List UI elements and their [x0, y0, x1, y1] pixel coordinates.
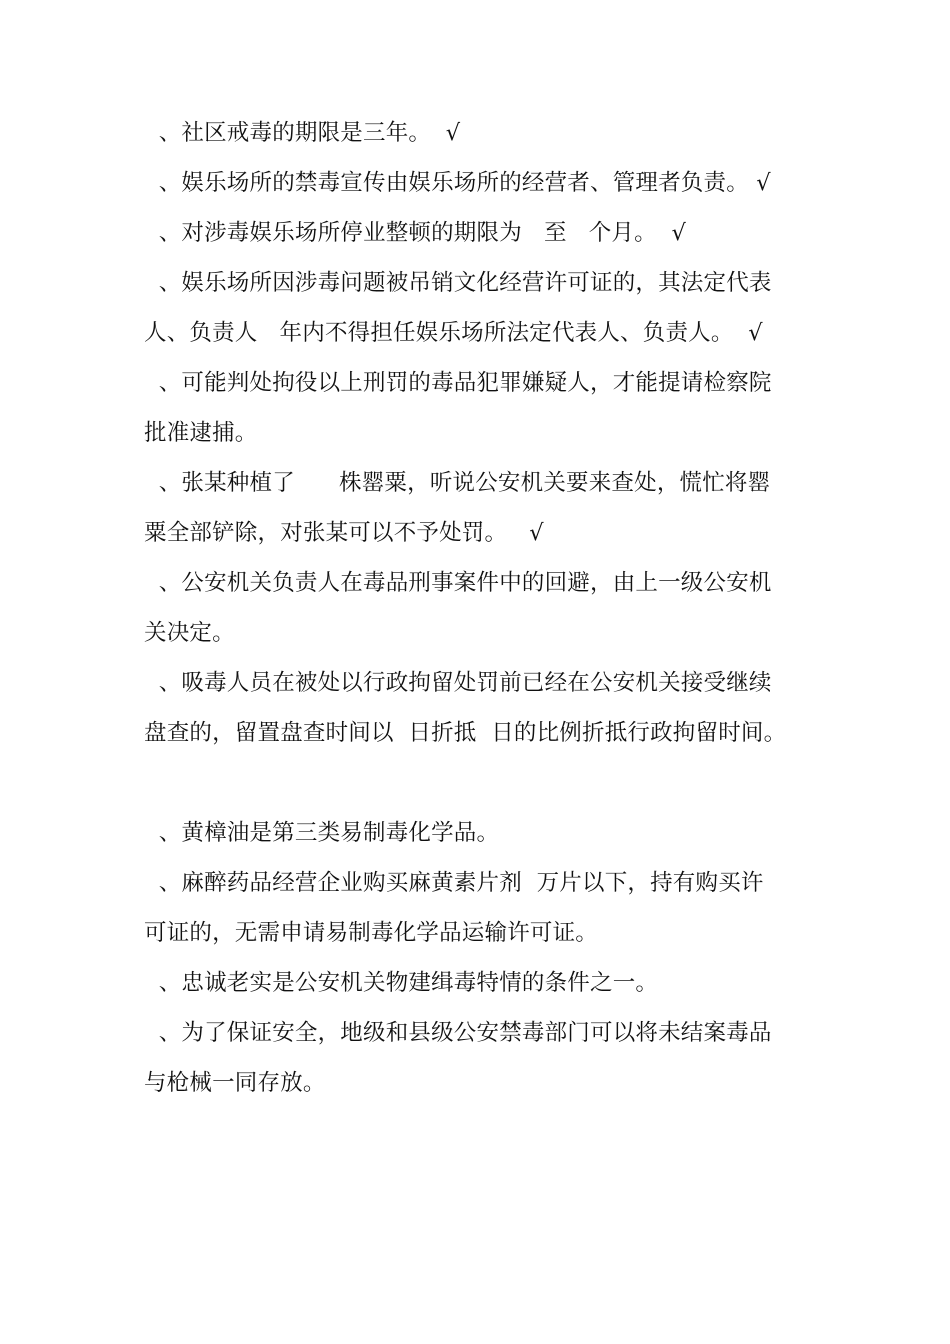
text-line: 、吸毒人员在被处以行政拘留处罚前已经在公安机关接受继续 — [144, 670, 772, 696]
text-line: 盘查的，留置盘查时间以 日折抵 日的比例折抵行政拘留时间。 — [144, 720, 787, 746]
text-line: 、公安机关负责人在毒品刑事案件中的回避，由上一级公安机 — [144, 570, 772, 596]
text-line: 、黄樟油是第三类易制毒化学品。 — [144, 820, 500, 846]
text-line: 与枪械一同存放。 — [144, 1070, 326, 1096]
text-line: 批准逮捕。 — [144, 420, 258, 446]
text-line: 、张某种植了 株罂粟，听说公安机关要来查处，慌忙将罂 — [144, 470, 771, 496]
text-line: 、娱乐场所的禁毒宣传由娱乐场所的经营者、管理者负责。 √ — [144, 170, 771, 196]
text-line: 、社区戒毒的期限是三年。 √ — [144, 120, 461, 146]
text-line: 、为了保证安全，地级和县级公安禁毒部门可以将未结案毒品 — [144, 1020, 772, 1046]
text-line: 、忠诚老实是公安机关物建缉毒特情的条件之一。 — [144, 970, 659, 996]
text-line: 、娱乐场所因涉毒问题被吊销文化经营许可证的，其法定代表 — [144, 270, 772, 296]
text-line: 可证的，无需申请易制毒化学品运输许可证。 — [144, 920, 599, 946]
text-line: 、对涉毒娱乐场所停业整顿的期限为 至 个月。 √ — [144, 220, 687, 246]
text-line: 关决定。 — [144, 620, 235, 646]
text-line: 、可能判处拘役以上刑罚的毒品犯罪嫌疑人，才能提请检察院 — [144, 370, 772, 396]
text-line: 粟全部铲除，对张某可以不予处罚。 √ — [144, 520, 544, 546]
text-line: 、麻醉药品经营企业购买麻黄素片剂 万片以下，持有购买许 — [144, 870, 764, 896]
text-line: 人、负责人 年内不得担任娱乐场所法定代表人、负责人。 √ — [144, 320, 763, 346]
